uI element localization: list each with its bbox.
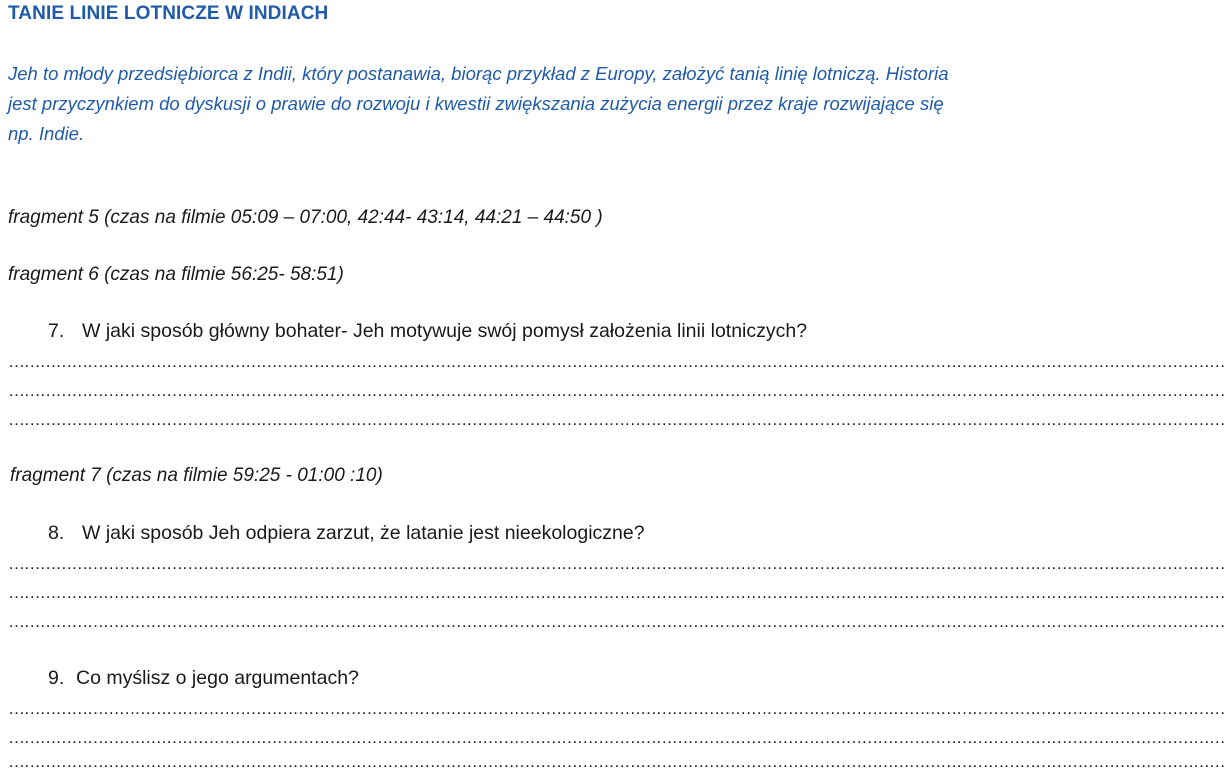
page-title: TANIE LINIE LOTNICZE W INDIACH (8, 3, 329, 24)
question-number: 7. (48, 320, 65, 342)
intro-paragraph: Jeh to młody przedsiębiorca z Indii, który postanawia, biorąc przykład z Europy, założyć tanią linię lotniczą. Historia jest przyczynkiem do dyskusji o prawie do rozwoju i kwestii zwiększania zużycia energii przez kraje rozwijające się np. Indie. (8, 63, 949, 144)
fragment-7-heading: fragment 7 (czas na filmie 59:25 - 01:00 :10) (10, 465, 383, 486)
fragment-6-heading: fragment 6 (czas na filmie 56:25- 58:51) (8, 264, 344, 285)
answer-line[interactable]: …………………………………………………………………………………………………………………………………………………………………………………………………………… (8, 752, 1225, 771)
question-number: 8. (48, 522, 65, 544)
answer-line[interactable]: …………………………………………………………………………………………………………………………………………………………………………………………………………… (8, 699, 1225, 718)
answer-line[interactable]: …………………………………………………………………………………………………………………………………………………………………………………………………………… (8, 352, 1225, 371)
question-8 (48, 522, 645, 545)
answer-line[interactable]: …………………………………………………………………………………………………………………………………………………………………………………………………………… (8, 612, 1225, 631)
answer-line[interactable]: …………………………………………………………………………………………………………………………………………………………………………………………………………… (8, 728, 1225, 747)
question-text: Co myślisz o jego argumentach? (76, 667, 359, 689)
fragment-5-heading: fragment 5 (czas na filmie 05:09 – 07:00, 42:44- 43:14, 44:21 – 44:50 ) (8, 207, 603, 228)
question-9 (48, 667, 359, 690)
question-7 (48, 320, 807, 343)
answer-line[interactable]: …………………………………………………………………………………………………………………………………………………………………………………………………………… (8, 381, 1225, 400)
answer-line[interactable]: …………………………………………………………………………………………………………………………………………………………………………………………………………… (8, 410, 1225, 429)
answer-line[interactable]: …………………………………………………………………………………………………………………………………………………………………………………………………………… (8, 583, 1225, 602)
answer-line[interactable]: …………………………………………………………………………………………………………………………………………………………………………………………………………… (8, 554, 1225, 573)
question-text: W jaki sposób Jeh odpiera zarzut, że latanie jest nieekologiczne? (82, 522, 645, 544)
question-text: W jaki sposób główny bohater- Jeh motywuje swój pomysł założenia linii lotniczych? (82, 320, 808, 342)
question-number: 9. (48, 667, 65, 689)
